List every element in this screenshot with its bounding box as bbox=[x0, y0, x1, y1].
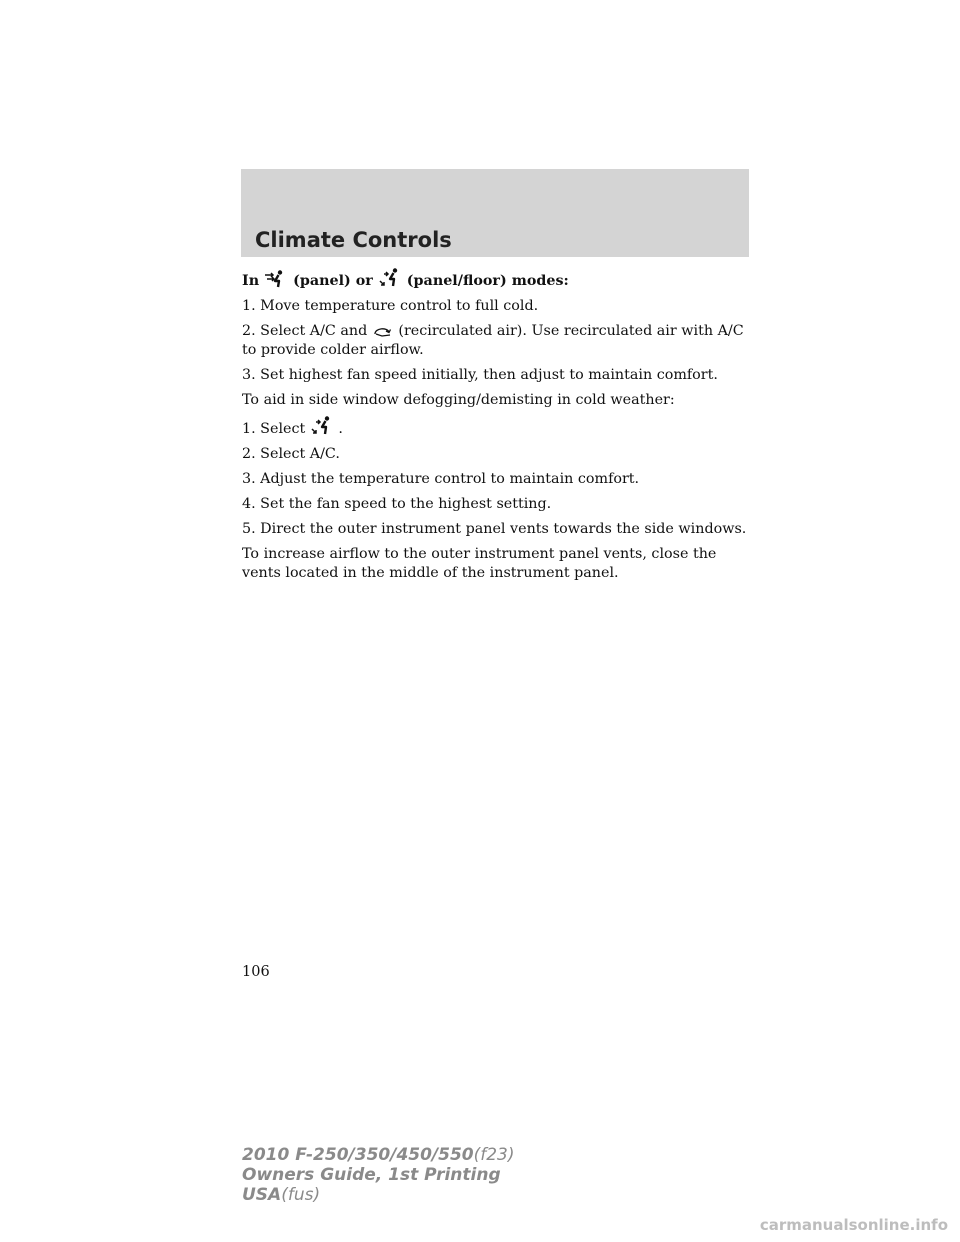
step-2-tail: (recirculated air). Use recirculated air with A/C to provide colder airflow. bbox=[242, 323, 744, 358]
step-1: 1. Move temperature control to full cold. bbox=[242, 298, 539, 314]
defog-step-1 bbox=[242, 416, 754, 439]
defog-intro: To aid in side window defogging/demisting in cold weather: bbox=[242, 392, 675, 408]
site-watermark: carmanualsonline.info bbox=[759, 1216, 948, 1234]
manual-content bbox=[242, 268, 754, 589]
footer-region-line bbox=[242, 1185, 515, 1205]
step-2 bbox=[242, 322, 754, 360]
section-header-bar bbox=[241, 169, 749, 257]
panel-label: (panel) or bbox=[293, 273, 373, 289]
footer-region-code: (fus) bbox=[281, 1185, 321, 1205]
step-3: 3. Set highest fan speed initially, then adjust to maintain comfort. bbox=[242, 367, 718, 383]
defog-step-2: 2. Select A/C. bbox=[242, 446, 340, 462]
defog-step-1-lead: 1. Select bbox=[242, 421, 306, 437]
page-number: 106 bbox=[242, 964, 270, 980]
defog-step-1-tail: . bbox=[338, 421, 343, 437]
footer-guide: Owners Guide, 1st Printing bbox=[242, 1165, 501, 1185]
panel-floor-mode-icon bbox=[310, 416, 334, 436]
footer-region: USA bbox=[242, 1185, 282, 1205]
footer-model-line bbox=[242, 1145, 515, 1165]
defog-step-5: 5. Direct the outer instrument panel vents towards the side windows. bbox=[242, 521, 747, 537]
footer-model-code: (f23) bbox=[473, 1145, 515, 1165]
panel-floor-mode-icon bbox=[378, 268, 402, 288]
defog-step-4: 4. Set the fan speed to the highest setting. bbox=[242, 496, 552, 512]
panel-mode-icon bbox=[264, 270, 288, 288]
modes-intro bbox=[242, 268, 754, 291]
intro-prefix: In bbox=[242, 273, 260, 289]
defog-step-3: 3. Adjust the temperature control to maintain comfort. bbox=[242, 471, 640, 487]
airflow-note: To increase airflow to the outer instrument panel vents, close the vents located in the middle of the instrument panel. bbox=[242, 546, 717, 581]
panel-floor-label: (panel/floor) modes: bbox=[406, 273, 569, 289]
recirculated-air-icon bbox=[372, 326, 394, 338]
footer-model: 2010 F-250/350/450/550 bbox=[242, 1145, 474, 1165]
section-title: Climate Controls bbox=[255, 228, 452, 252]
document-footer bbox=[242, 1145, 515, 1205]
step-2-lead: 2. Select A/C and bbox=[242, 323, 368, 339]
